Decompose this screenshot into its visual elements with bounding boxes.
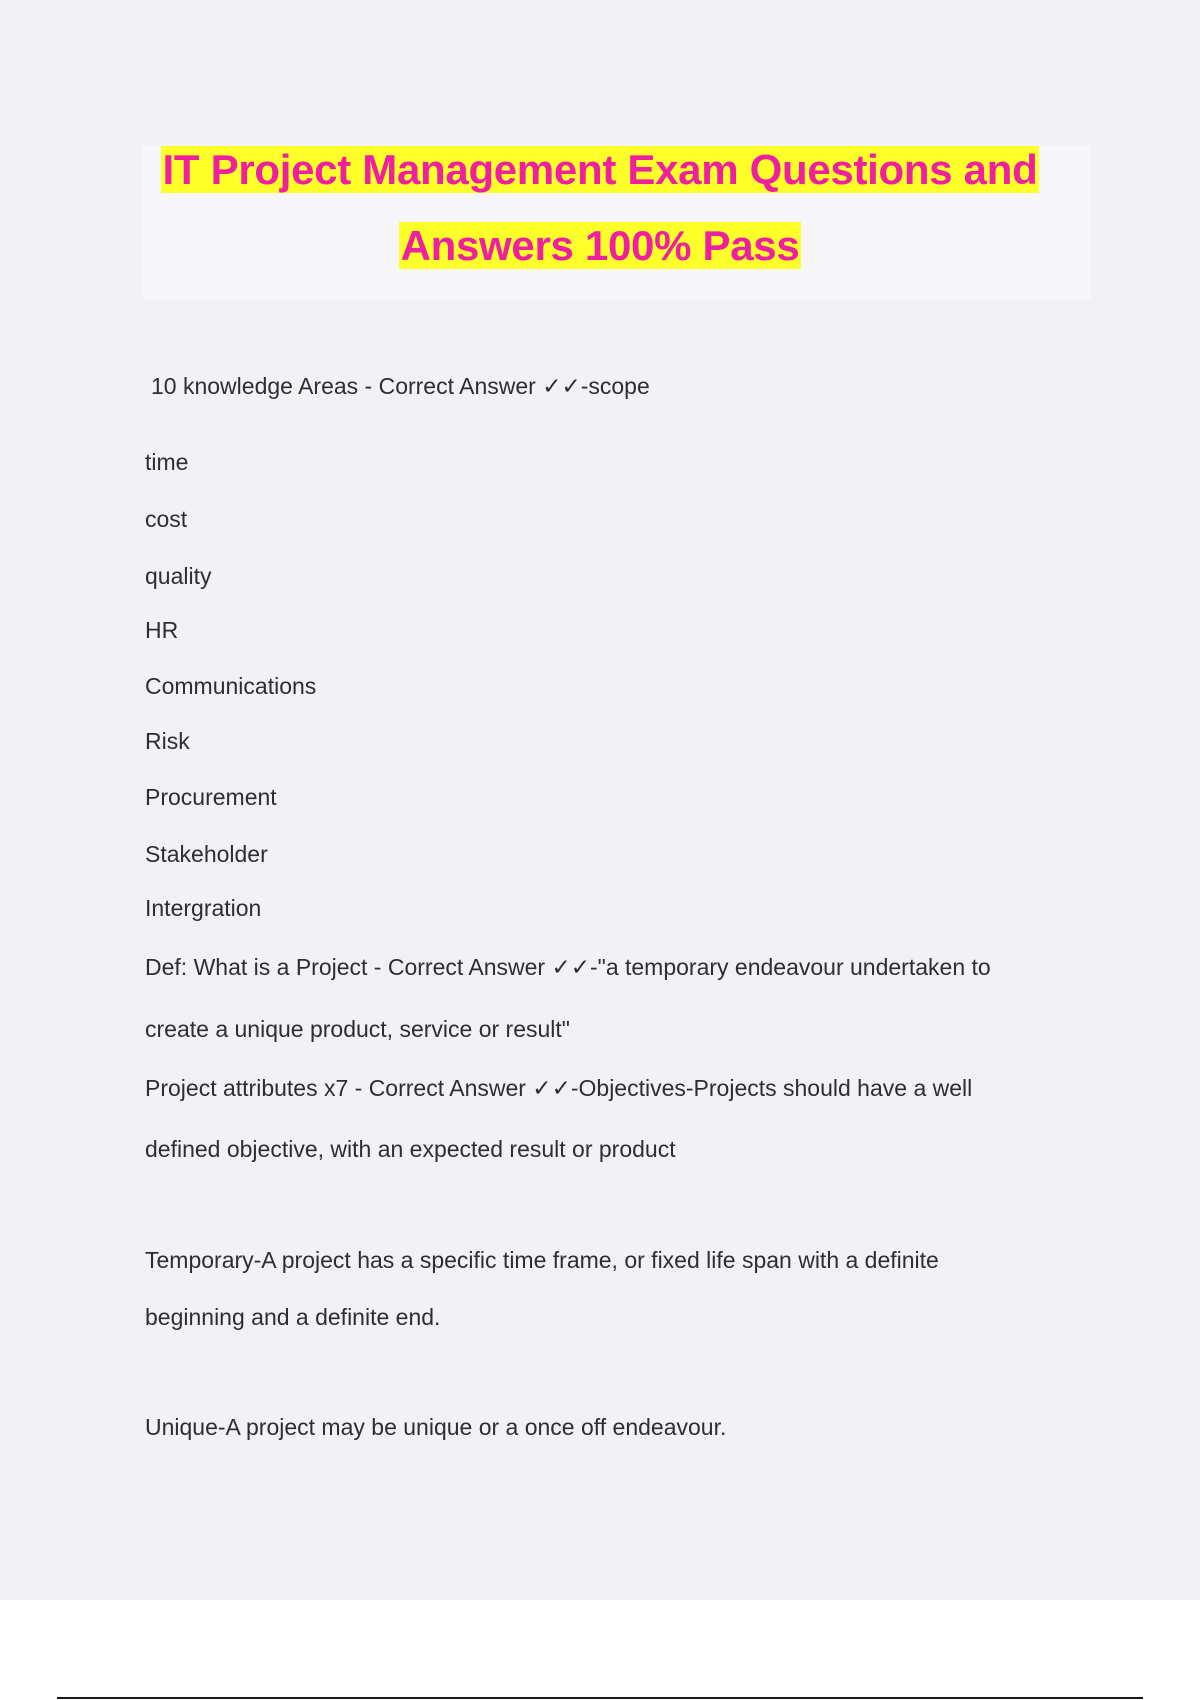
qa-project-attributes: Project attributes x7 - Correct Answer ✓✓-Objectives-Projects should have a well — [145, 1075, 973, 1101]
qa-project-attributes-cont: defined objective, with an expected result or product — [145, 1136, 676, 1162]
page-footer — [0, 1600, 1200, 1700]
paragraph-temporary: Temporary-A project has a specific time frame, or fixed life span with a definite — [145, 1247, 939, 1273]
document-title-line-2 — [0, 222, 1200, 270]
list-item-time: time — [145, 449, 189, 475]
qa-project-definition: Def: What is a Project - Correct Answer ✓✓-"a temporary endeavour undertaken to — [145, 954, 991, 980]
title-highlight-2: Answers 100% Pass — [400, 222, 800, 269]
list-item-quality: quality — [145, 563, 212, 589]
list-item-cost: cost — [145, 506, 188, 532]
paragraph-unique: Unique-A project may be unique or a once off endeavour. — [145, 1414, 727, 1440]
list-item-hr: HR — [145, 617, 179, 643]
list-item-integration: Intergration — [145, 895, 262, 921]
qa-project-definition-cont: create a unique product, service or result" — [145, 1016, 570, 1042]
list-item-risk: Risk — [145, 728, 190, 754]
title-highlight-1: IT Project Management Exam Questions and — [162, 146, 1038, 193]
footer-divider — [57, 1697, 1143, 1699]
document-title-line-1 — [0, 146, 1200, 194]
list-item-communications: Communications — [145, 673, 317, 699]
paragraph-temporary-cont: beginning and a definite end. — [145, 1304, 441, 1330]
qa-knowledge-areas-question: 10 knowledge Areas - Correct Answer ✓✓-scope — [151, 373, 650, 399]
list-item-stakeholder: Stakeholder — [145, 841, 268, 867]
list-item-procurement: Procurement — [145, 784, 277, 810]
